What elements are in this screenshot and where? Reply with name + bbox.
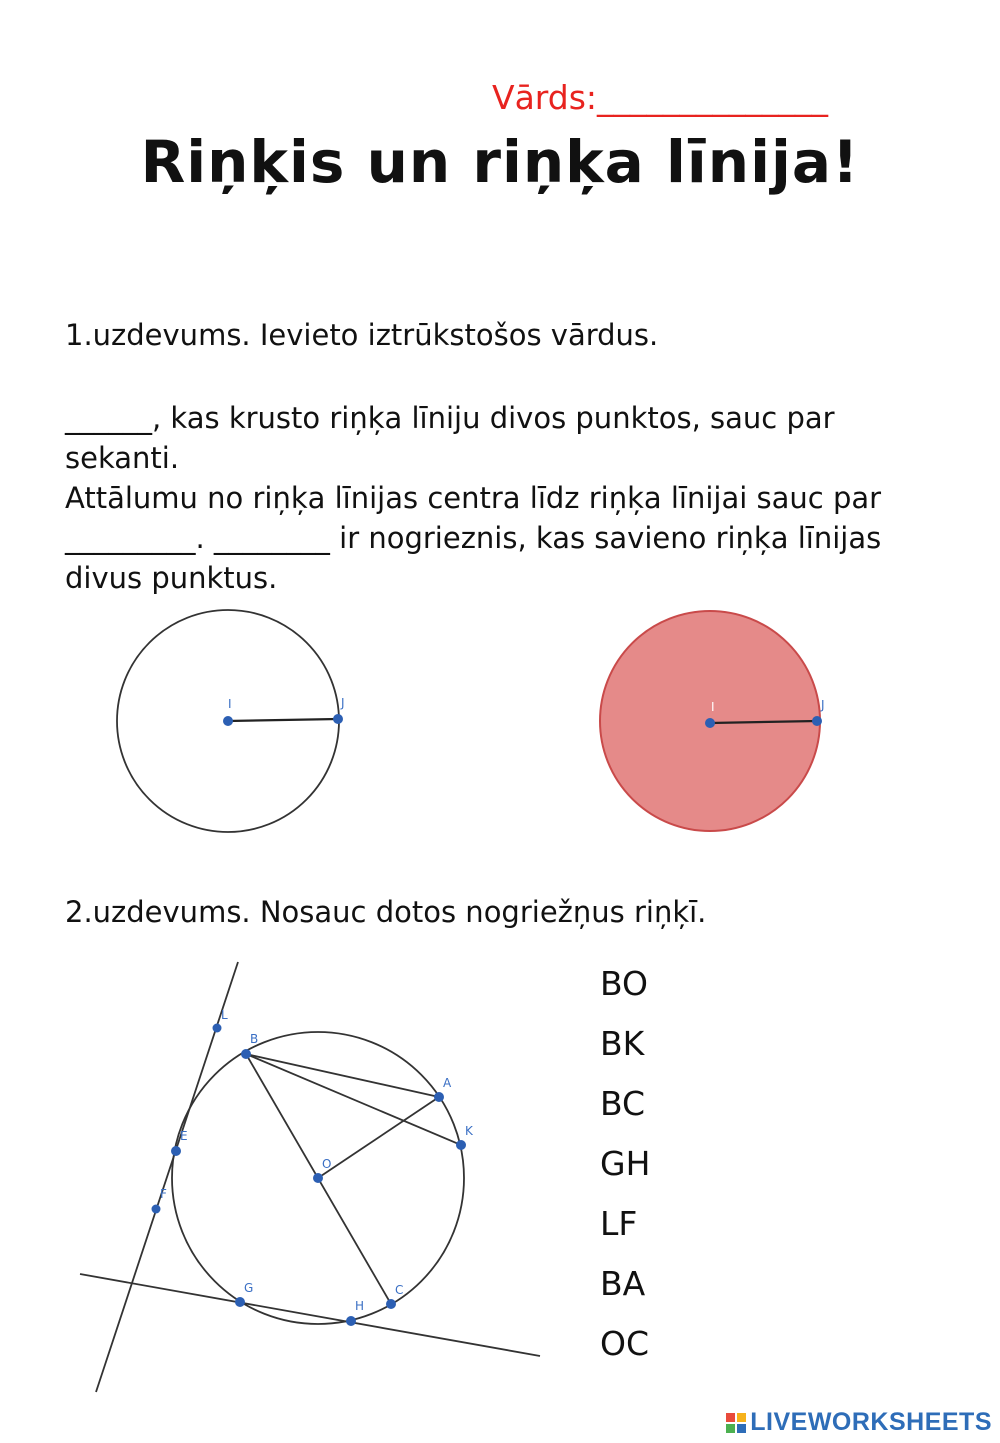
name-label-text: Vārds: <box>492 78 598 117</box>
point-label-f: F <box>160 1187 167 1201</box>
point-label-b: B <box>250 1032 259 1046</box>
point-k <box>456 1140 466 1150</box>
segment-item[interactable]: BO <box>600 964 649 1003</box>
segment-item[interactable]: OC <box>600 1324 650 1363</box>
task1-sentence-2: Attālumu no riņķa līnijas centra līdz riņķa līnijai sauc par _________. ________ ir nogrieznis, kas savieno riņķa līnijas divus punktus. <box>65 481 882 595</box>
brand-logo-icon <box>726 1413 746 1433</box>
point-c <box>386 1299 396 1309</box>
segment-ba <box>246 1054 439 1097</box>
name-blank[interactable]: ______________ <box>597 78 829 117</box>
point-label-g: G <box>244 1281 254 1295</box>
point-f <box>152 1205 161 1214</box>
task2-title: 2.uzdevums. Nosauc dotos nogriežņus riņķī. <box>65 895 707 929</box>
page-title: Riņķis un riņķa līnija! <box>140 128 860 196</box>
segment-bk <box>246 1054 461 1145</box>
center-point-label: I <box>228 697 232 711</box>
segment-item[interactable]: BA <box>600 1264 646 1303</box>
task1-sentence-1: ______, kas krusto riņķa līniju divos punktos, sauc par sekanti. <box>65 401 835 475</box>
point-label-l: L <box>221 1008 228 1022</box>
point-o <box>313 1173 323 1183</box>
brand-text: LIVEWORKSHEETS <box>750 1408 992 1436</box>
point-a <box>434 1092 444 1102</box>
point-g <box>235 1297 245 1307</box>
line-gh <box>80 1274 540 1356</box>
segment-item[interactable]: GH <box>600 1144 651 1183</box>
point-label-o: O <box>322 1157 332 1171</box>
segment-item[interactable]: LF <box>600 1204 638 1243</box>
point-l <box>213 1024 222 1033</box>
segment-item[interactable]: BC <box>600 1084 646 1123</box>
point-b <box>241 1049 251 1059</box>
task1-title: 1.uzdevums. Ievieto iztrūkstošos vārdus. <box>65 318 659 352</box>
brand-logo <box>726 1408 992 1437</box>
edge-point-label: J <box>821 698 825 712</box>
center-point-label: I <box>711 700 715 714</box>
point-label-a: A <box>443 1076 452 1090</box>
segment-list <box>600 962 650 1382</box>
edge-point-label: J <box>341 696 345 710</box>
point-h <box>346 1316 356 1326</box>
point-e <box>171 1146 181 1156</box>
point-label-h: H <box>355 1299 365 1313</box>
point-label-k: K <box>465 1124 473 1138</box>
segment-item[interactable]: BK <box>600 1024 645 1063</box>
point-label-c: C <box>395 1283 404 1297</box>
point-label-e: E <box>180 1129 188 1143</box>
